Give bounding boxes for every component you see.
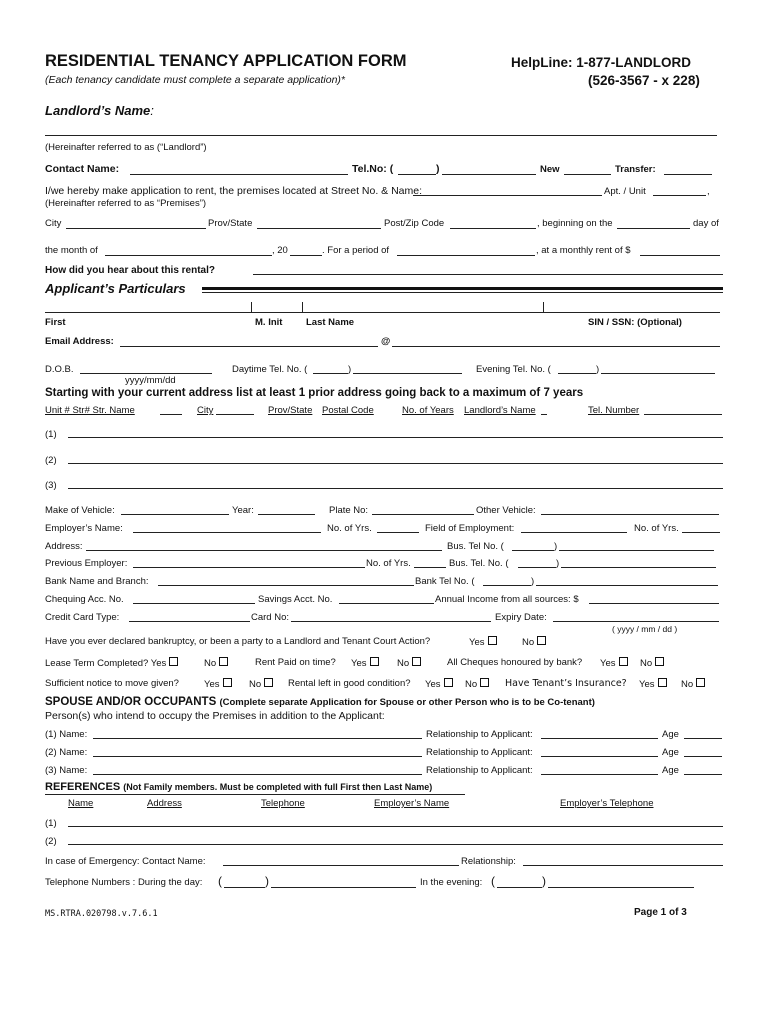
daytime-tel-field[interactable] (353, 373, 462, 374)
bus-tel-label: Bus. Tel No. ( (447, 541, 504, 552)
field-yrs-field[interactable] (682, 532, 720, 533)
address-row-2-field[interactable] (68, 463, 723, 464)
vehicle-year-label: Year: (232, 505, 254, 516)
occupant-2-rel-field[interactable] (541, 756, 658, 757)
occupant-3-rel-label: Relationship to Applicant: (426, 765, 533, 776)
evening-tel-field2[interactable] (548, 887, 694, 888)
occupant-2-age-field[interactable] (684, 756, 722, 757)
col-spacer (160, 414, 182, 415)
ref-col-address: Address (147, 798, 182, 809)
col-spacer (644, 414, 722, 415)
emergency-label: In case of Emergency: Contact Name: (45, 856, 206, 867)
bus-area-field[interactable] (512, 550, 554, 551)
lease-no[interactable]: No (204, 657, 228, 669)
premises-statement: I/we hereby make application to rent, the premises located at Street No. & Name: (45, 185, 423, 197)
contact-tel-field[interactable] (442, 174, 536, 175)
checkbox-icon[interactable] (264, 678, 273, 687)
savings-label: Savings Acct. No. (258, 594, 333, 605)
contact-name-field[interactable] (130, 174, 348, 175)
plate-field[interactable] (372, 514, 474, 515)
cheques-no[interactable]: No (640, 657, 664, 669)
plate-label: Plate No: (329, 505, 369, 516)
emergency-rel-field[interactable] (523, 865, 723, 866)
prev-area-field[interactable] (518, 567, 556, 568)
street-field[interactable] (413, 195, 602, 196)
name-divider (251, 302, 252, 312)
helpline-number: (526-3567 - x 228) (588, 73, 700, 88)
begin-day-field[interactable] (617, 228, 690, 229)
transfer-label: Transfer: (615, 164, 656, 175)
address-heading: Starting with your current address list at least 1 prior address going back to a maximum of 7 years (45, 387, 584, 399)
vehicle-field[interactable] (121, 514, 229, 515)
ref-col-employer-tel: Employer’s Telephone (560, 798, 654, 809)
prev-bus-tel-label: Bus. Tel. No. ( (449, 558, 509, 569)
evening-tel-label: Evening Tel. No. ( (476, 364, 551, 375)
checkbox-icon[interactable] (223, 678, 232, 687)
occupant-3-field[interactable] (93, 774, 422, 775)
heading-rule-thin (202, 292, 723, 293)
contact-area-code-field[interactable] (398, 174, 436, 175)
bank-area-field[interactable] (483, 585, 531, 586)
dayof-label: day of (693, 218, 719, 229)
telno-label: Tel.No: ( (352, 163, 394, 175)
first-label: First (45, 317, 66, 328)
day-tel-field[interactable] (271, 887, 416, 888)
postcode-field[interactable] (450, 228, 536, 229)
minit-label: M. Init (255, 317, 283, 328)
col-landlord: Landlord’s Name (464, 405, 536, 416)
period-field[interactable] (397, 255, 535, 256)
prev-yrs-label: No. of Yrs. (366, 558, 411, 569)
premises-note: (Hereinafter referred to as “Premises”) (45, 198, 207, 209)
checkbox-icon[interactable] (488, 636, 497, 645)
prev-employer-field[interactable] (133, 567, 365, 568)
evening-tel-field[interactable] (601, 373, 715, 374)
checkbox-icon[interactable] (219, 657, 228, 666)
occupant-1-age-label: Age (662, 729, 679, 740)
chequing-field[interactable] (133, 603, 255, 604)
rental-label: Rental left in good condition? (288, 678, 411, 689)
daytime-area-field[interactable] (313, 373, 348, 374)
checkbox-icon[interactable] (480, 678, 489, 687)
checkbox-icon[interactable] (412, 657, 421, 666)
ref-row-1-field[interactable] (68, 826, 723, 827)
employer-address-field[interactable] (86, 550, 442, 551)
rent-yes[interactable]: Yes (351, 657, 379, 669)
col-tel: Tel. Number (588, 405, 640, 416)
field-yrs-label: No. of Yrs. (634, 523, 679, 534)
col-postal: Postal Code (322, 405, 374, 416)
landlord-heading: Landlord’s Name: (45, 103, 154, 118)
checkbox-icon[interactable] (537, 636, 546, 645)
email-user-field[interactable] (120, 346, 378, 347)
evening-area-field[interactable] (558, 373, 596, 374)
occupant-2-field[interactable] (93, 756, 422, 757)
checkbox-icon[interactable] (169, 657, 178, 666)
address-row-1-field[interactable] (68, 437, 723, 438)
rent-label: Rent Paid on time? (255, 657, 336, 668)
at-sign: @ (381, 336, 391, 347)
rental-no[interactable]: No (465, 678, 489, 690)
cardno-field[interactable] (291, 621, 491, 622)
paren: ) (596, 364, 600, 375)
notice-label: Sufficient notice to move given? (45, 678, 179, 689)
form-subtitle: (Each tenancy candidate must complete a separate application)* (45, 74, 346, 86)
income-field[interactable] (589, 603, 719, 604)
references-heading: REFERENCES (Not Family members. Must be completed with full First then Last Name) (45, 781, 433, 793)
paren: ) (554, 541, 558, 552)
name-divider (543, 302, 544, 312)
apt-label: Apt. / Unit (604, 186, 646, 197)
col-spacer (541, 414, 547, 415)
expiry-field[interactable] (553, 621, 719, 622)
postcode-label: Post/Zip Code (384, 218, 445, 229)
beginning-label: , beginning on the (537, 218, 613, 229)
credit-field[interactable] (129, 621, 250, 622)
monthly-rent-label: , at a monthly rent of $ (536, 245, 631, 256)
applicant-heading: Applicant’s Particulars (45, 281, 186, 296)
expiry-label: Expiry Date: (495, 612, 547, 623)
cheques-label: All Cheques honoured by bank? (447, 657, 583, 668)
cheques-yes[interactable]: Yes (600, 657, 628, 669)
paren-open: ( (491, 874, 495, 888)
paren: ) (531, 576, 535, 587)
occupant-1-rel-field[interactable] (541, 738, 658, 739)
notice-no[interactable]: No (249, 678, 273, 690)
phones-label: Telephone Numbers : During the day: (45, 877, 203, 888)
year-field[interactable] (290, 255, 322, 256)
year-prefix: , 20 (272, 245, 288, 256)
prov-field[interactable] (257, 228, 381, 229)
city-label: City (45, 218, 62, 229)
hear-label: How did you hear about this rental? (45, 265, 216, 276)
col-prov: Prov/State (268, 405, 313, 416)
bank-tel-field[interactable] (536, 585, 718, 586)
employer-field[interactable] (133, 532, 321, 533)
occupant-2-age-label: Age (662, 747, 679, 758)
prev-employer-label: Previous Employer: (45, 558, 128, 569)
chequing-label: Chequing Acc. No. (45, 594, 124, 605)
ref-col-telephone: Telephone (261, 798, 305, 809)
address-row-3-field[interactable] (68, 488, 723, 489)
occupant-2-rel-label: Relationship to Applicant: (426, 747, 533, 758)
paren-open: ( (218, 874, 222, 888)
landlord-note: (Hereinafter referred to as (“Landlord”) (45, 142, 207, 153)
checkbox-icon[interactable] (370, 657, 379, 666)
paren-close: ) (265, 874, 269, 888)
bankruptcy-no[interactable]: No (522, 636, 546, 648)
landlord-name-field[interactable] (45, 135, 717, 136)
ref-row-1-label: (1) (45, 818, 57, 829)
notice-yes[interactable]: Yes (204, 678, 232, 690)
occupant-1-field[interactable] (93, 738, 422, 739)
apt-comma: , (707, 186, 710, 197)
col-city: City (197, 405, 214, 416)
heading-rule (202, 287, 723, 290)
spouse-heading: SPOUSE AND/OR OCCUPANTS (Complete separate Application for Spouse or other Person who is to be Co-tenant) (45, 696, 595, 708)
occupant-3-rel-field[interactable] (541, 774, 658, 775)
checkbox-icon[interactable] (619, 657, 628, 666)
name-divider (302, 302, 303, 312)
field-employment-label: Field of Employment: (425, 523, 515, 534)
period-label: . For a period of (322, 245, 390, 256)
ref-col-employer: Employer’s Name (374, 798, 450, 809)
paren-close: ) (542, 874, 546, 888)
new-field[interactable] (564, 174, 611, 175)
ref-col-name: Name (68, 798, 94, 809)
evening-label: In the evening: (420, 877, 483, 888)
col-years: No. of Years (402, 405, 454, 416)
month-label: the month of (45, 245, 98, 256)
checkbox-icon[interactable] (444, 678, 453, 687)
occupant-3-label: (3) Name: (45, 765, 88, 776)
month-field[interactable] (105, 255, 272, 256)
employer-yrs-field[interactable] (377, 532, 419, 533)
other-vehicle-label: Other Vehicle: (476, 505, 536, 516)
vehicle-year-field[interactable] (258, 514, 315, 515)
ref-row-2-label: (2) (45, 836, 57, 847)
daytime-tel-label: Daytime Tel. No. ( (232, 364, 308, 375)
helpline: HelpLine: 1-877-LANDLORD (511, 55, 692, 70)
cardno-label: Card No: (251, 612, 290, 623)
occupant-3-age-label: Age (662, 765, 679, 776)
employer-address-label: Address: (45, 541, 83, 552)
checkbox-icon[interactable] (655, 657, 664, 666)
paren: ) (348, 364, 352, 375)
insurance-no[interactable]: No (681, 678, 705, 690)
checkbox-icon[interactable] (658, 678, 667, 687)
expiry-format: ( yyyy / mm / dd ) (612, 624, 678, 634)
vehicle-label: Make of Vehicle: (45, 505, 115, 516)
paren: ) (556, 558, 560, 569)
bank-field[interactable] (158, 585, 414, 586)
lease-yes[interactable]: Lease Term Completed? Yes (45, 657, 178, 669)
page-number: Page 1 of 3 (634, 907, 687, 918)
bank-label: Bank Name and Branch: (45, 576, 149, 587)
dob-label: D.O.B. (45, 364, 74, 375)
dob-field[interactable] (80, 373, 212, 374)
employer-yrs-label: No. of Yrs. (327, 523, 372, 534)
occupant-1-age-field[interactable] (684, 738, 722, 739)
col-spacer (216, 414, 254, 415)
transfer-field[interactable] (664, 174, 712, 175)
other-vehicle-field[interactable] (541, 514, 719, 515)
hear-field[interactable] (253, 274, 723, 275)
references-heading-rule (45, 794, 465, 795)
bank-tel-label: Bank Tel No. ( (415, 576, 475, 587)
form-code: MS.RTRA.020798.v.7.6.1 (45, 909, 158, 919)
city-field[interactable] (66, 228, 206, 229)
email-label: Email Address: (45, 336, 114, 347)
address-row-2-label: (2) (45, 455, 57, 466)
sin-label: SIN / SSN: (Optional) (588, 317, 682, 328)
bankruptcy-question: Have you ever declared bankruptcy, or been a party to a Landlord and Tenant Court Action? (45, 636, 431, 647)
employer-label: Employer’s Name: (45, 523, 123, 534)
occupant-2-label: (2) Name: (45, 747, 88, 758)
occupant-3-age-field[interactable] (684, 774, 722, 775)
rental-yes[interactable]: Yes (425, 678, 453, 690)
spouse-intro: Person(s) who intend to occupy the Premises in addition to the Applicant: (45, 710, 385, 722)
occupant-1-label: (1) Name: (45, 729, 88, 740)
day-area-field[interactable] (224, 887, 265, 888)
applicant-name-field[interactable] (45, 312, 720, 313)
apt-field[interactable] (653, 195, 706, 196)
insurance-label: Have Tenant’s Insurance? (505, 678, 627, 689)
new-label: New (540, 164, 560, 175)
insurance-yes[interactable]: Yes (639, 678, 667, 690)
col-unit: Unit # Str# Str. Name (45, 405, 135, 416)
email-domain-field[interactable] (392, 346, 720, 347)
address-row-3-label: (3) (45, 480, 57, 491)
telno-close: ) (436, 163, 440, 175)
checkbox-icon[interactable] (696, 678, 705, 687)
contact-name-label: Contact Name: (45, 163, 120, 175)
field-employment-field[interactable] (521, 532, 627, 533)
income-label: Annual Income from all sources: $ (435, 594, 579, 605)
address-row-1-label: (1) (45, 429, 57, 440)
ref-row-2-field[interactable] (68, 844, 723, 845)
credit-label: Credit Card Type: (45, 612, 120, 623)
prev-tel-field[interactable] (561, 567, 716, 568)
form-title: RESIDENTIAL TENANCY APPLICATION FORM (45, 52, 407, 70)
rent-no[interactable]: No (397, 657, 421, 669)
monthly-rent-field[interactable] (640, 255, 720, 256)
bus-tel-field[interactable] (559, 550, 714, 551)
lastname-label: Last Name (306, 317, 355, 328)
emergency-name-field[interactable] (223, 865, 459, 866)
prov-label: Prov/State (208, 218, 253, 229)
dob-format: yyyy/mm/dd (125, 375, 176, 386)
evening-area-field2[interactable] (497, 887, 542, 888)
emergency-rel-label: Relationship: (461, 856, 516, 867)
savings-field[interactable] (339, 603, 434, 604)
bankruptcy-yes[interactable]: Yes (469, 636, 497, 648)
occupant-1-rel-label: Relationship to Applicant: (426, 729, 533, 740)
prev-yrs-field[interactable] (414, 567, 446, 568)
